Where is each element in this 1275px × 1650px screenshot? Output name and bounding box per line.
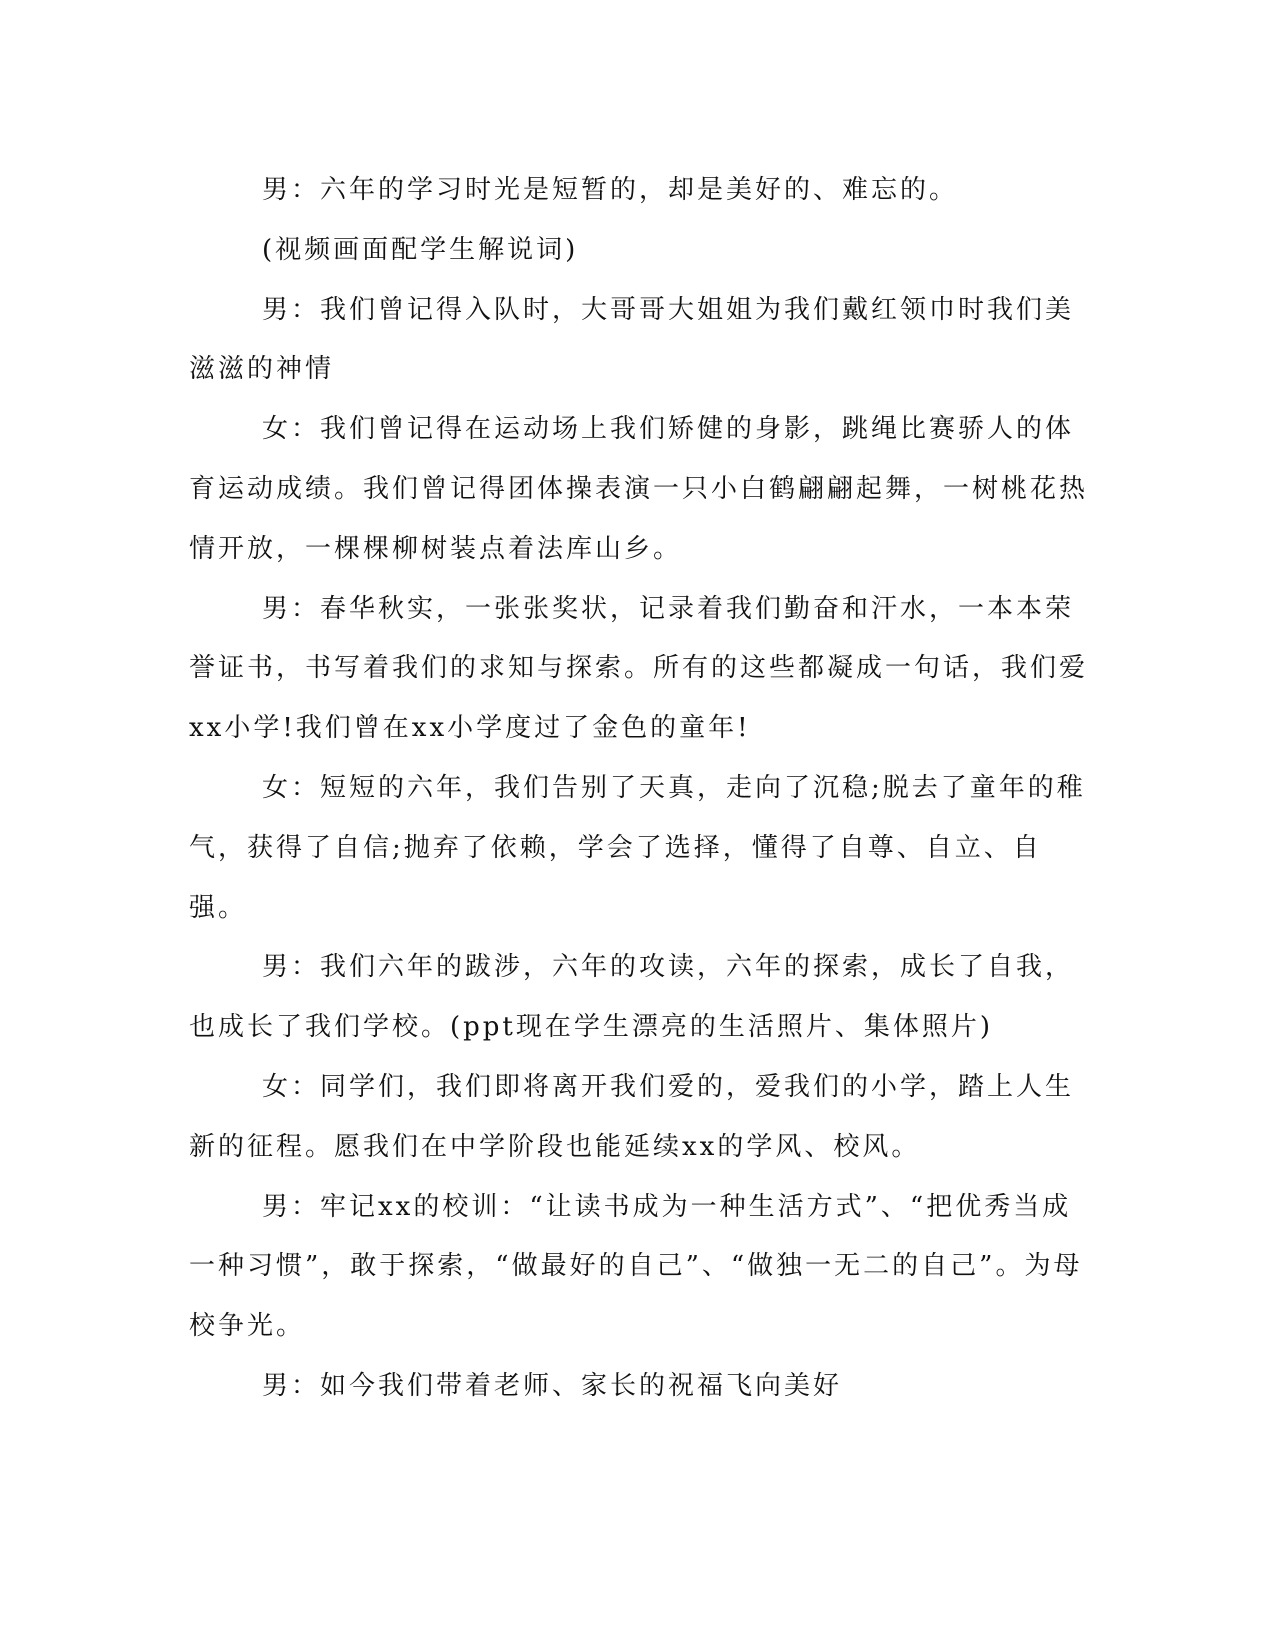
paragraph: 男：我们六年的跋涉，六年的攻读，六年的探索，成长了自我，也成长了我们学校。(ppt现在学生漂亮的生活照片、集体照片) bbox=[189, 952, 1075, 1043]
paragraph: 女：短短的六年，我们告别了天真，走向了沉稳;脱去了童年的稚气，获得了自信;抛弃了依赖，学会了选择，懂得了自尊、自立、自强。 bbox=[189, 772, 1086, 923]
paragraph: 男：六年的学习时光是短暂的，却是美好的、难忘的。 bbox=[262, 175, 959, 205]
paragraph: 男：牢记xx的校训：“让读书成为一种生活方式”、“把优秀当成一种习惯”，敢于探索，“做最好的自己”、“做独一无二的自己”。为母校争光。 bbox=[189, 1191, 1083, 1342]
document-body bbox=[189, 161, 1089, 1417]
paragraph: 男：春华秋实，一张张奖状，记录着我们勤奋和汗水，一本本荣誉证书，书写着我们的求知与探索。所有的这些都凝成一句话，我们爱xx小学!我们曾在xx小学度过了金色的童年! bbox=[189, 593, 1089, 744]
paragraph: 男：如今我们带着老师、家长的祝福飞向美好 bbox=[262, 1370, 843, 1401]
paragraph: 男：我们曾记得入队时，大哥哥大姐姐为我们戴红领巾时我们美滋滋的神情 bbox=[189, 294, 1075, 385]
paragraph: (视频画面配学生解说词) bbox=[262, 234, 579, 265]
paragraph: 女：同学们，我们即将离开我们爱的，爱我们的小学，踏上人生新的征程。愿我们在中学阶段也能延续xx的学风、校风。 bbox=[189, 1071, 1075, 1162]
paragraph: 女：我们曾记得在运动场上我们矫健的身影，跳绳比赛骄人的体育运动成绩。我们曾记得团体操表演一只小白鹤翩翩起舞，一树桃花热情开放，一棵棵柳树装点着法库山乡。 bbox=[189, 414, 1089, 564]
